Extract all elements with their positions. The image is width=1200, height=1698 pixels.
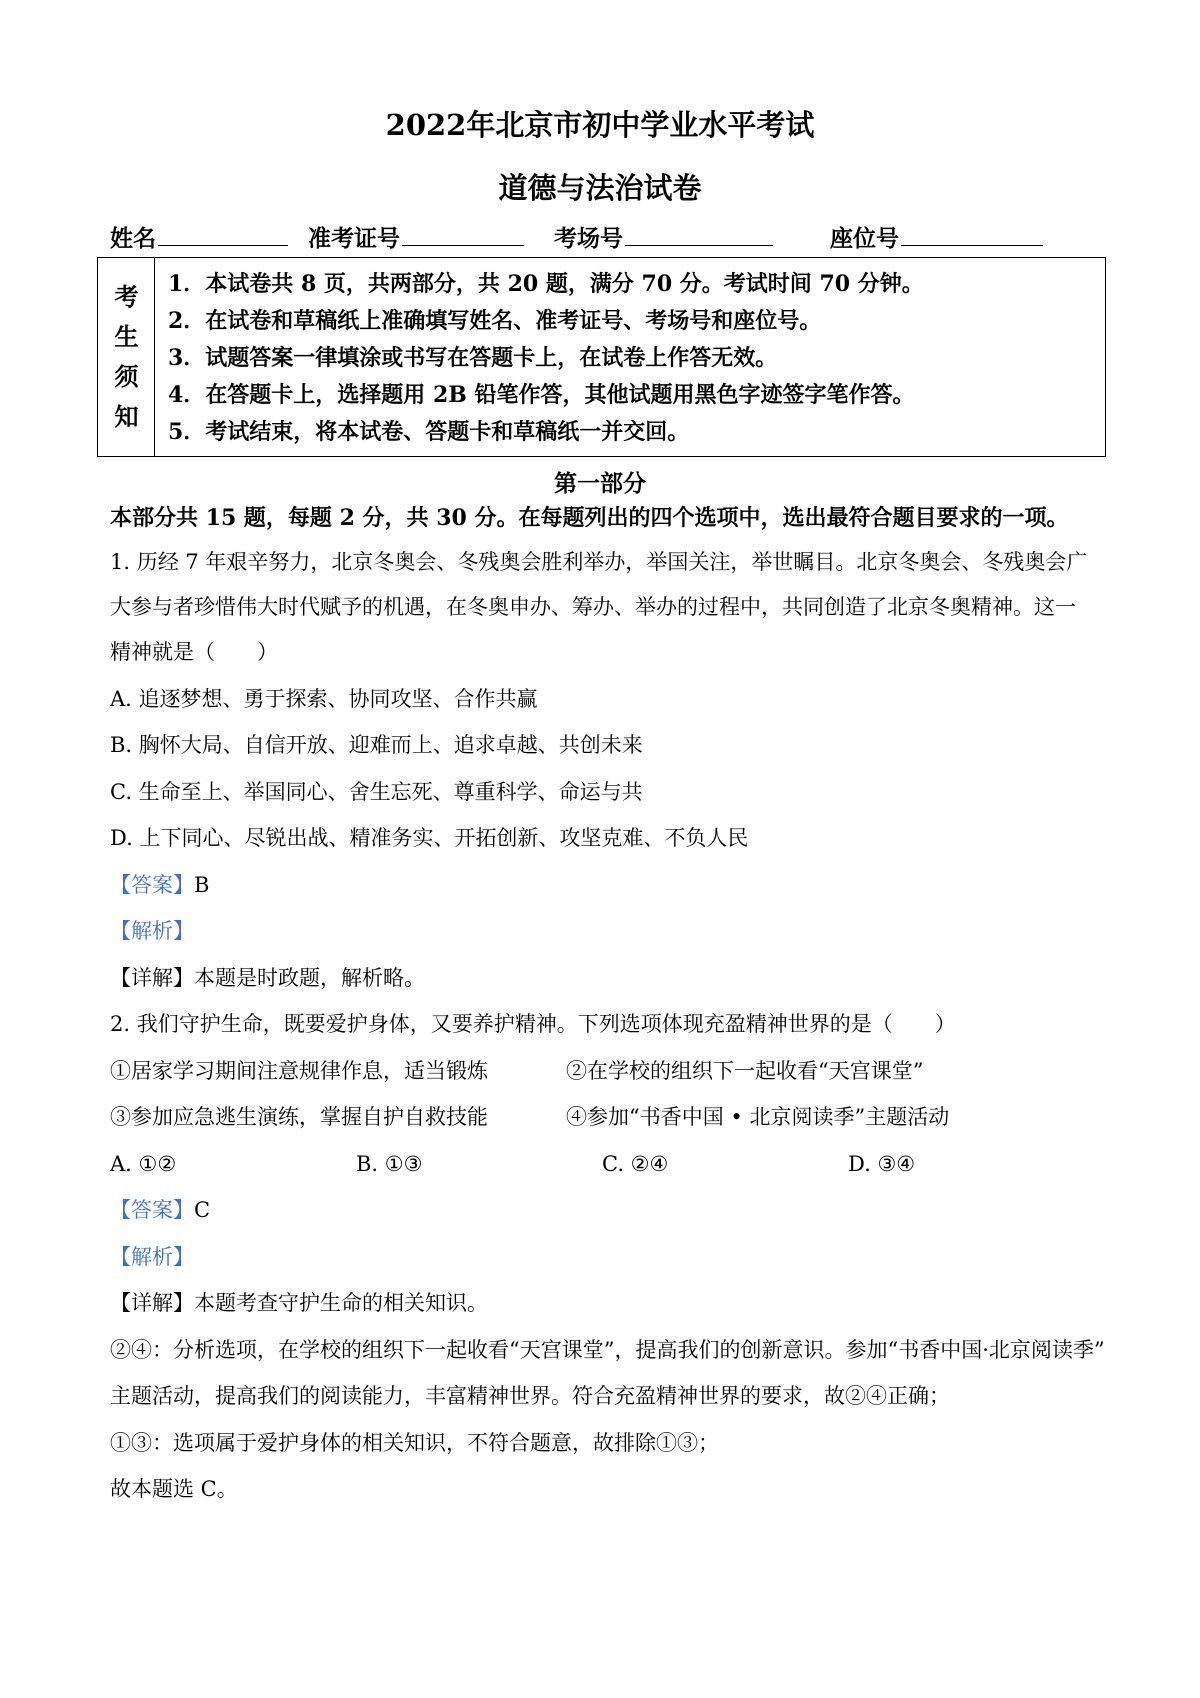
q2-detail-line: 故本题选 C。 (110, 1477, 238, 1501)
notice-item: 2．在试卷和草稿纸上准确填写姓名、准考证号、考场号和座位号。 (168, 308, 822, 334)
notice-label-char: 知 (114, 402, 139, 431)
q1-stem-line: 1. 历经 7 年艰辛努力，北京冬奥会、冬残奥会胜利举办，举国关注，举世瞩目。北京冬奥会、冬残奥会广 (110, 550, 1088, 574)
exam-room-blank[interactable] (625, 221, 773, 246)
notice-item: 1．本试卷共 8 页，共两部分，共 20 题，满分 70 分。考试时间 70 分钟。 (168, 271, 924, 297)
exam-room-label: 考场号 (554, 225, 623, 252)
seat-number-field[interactable] (830, 221, 1043, 256)
name-field[interactable] (110, 221, 288, 256)
q1-option-a: A. 追逐梦想、勇于探索、协同攻坚、合作共赢 (110, 687, 538, 711)
answer-tag: 【答案】 (110, 873, 194, 897)
notice-item: 3．试题答案一律填涂或书写在答题卡上，在试卷上作答无效。 (168, 345, 778, 371)
notice-items (168, 266, 1088, 451)
q2-statement-1: ①居家学习期间注意规律作息，适当锻炼 (110, 1059, 488, 1083)
candidate-notice-box (97, 257, 1106, 457)
notice-label-char: 须 (114, 362, 139, 391)
exam-subtitle: 道德与法治试卷 (498, 171, 702, 205)
notice-label-char: 考 (114, 282, 139, 311)
notice-item: 4．在答题卡上，选择题用 2B 铅笔作答，其他试题用黑色字迹签字笔作答。 (168, 382, 915, 408)
exam-number-label: 准考证号 (308, 225, 400, 252)
q1-answer (110, 869, 209, 901)
exam-number-field[interactable] (308, 221, 524, 256)
q2-option-d: D. ③④ (848, 1152, 916, 1176)
q1-stem-line: 精神就是（ ） (110, 640, 278, 664)
part1-title: 第一部分 (554, 470, 646, 497)
q2-option-a: A. ①② (110, 1152, 177, 1176)
q2-answer (110, 1194, 210, 1226)
q2-answer-value: C (194, 1198, 211, 1222)
name-blank[interactable] (158, 221, 288, 246)
q2-detail-line: 主题活动，提高我们的阅读能力，丰富精神世界。符合充盈精神世界的要求，故②④正确； (110, 1384, 950, 1408)
exam-room-field[interactable] (554, 221, 773, 256)
q2-detail-line: ①③：选项属于爱护身体的相关知识，不符合题意，故排除①③； (110, 1431, 719, 1455)
q2-option-c: C. ②④ (602, 1152, 669, 1176)
q2-detail-line: 【详解】本题考查守护生命的相关知识。 (110, 1291, 488, 1315)
q2-analysis-tag: 【解析】 (110, 1245, 194, 1269)
q1-option-b: B. 胸怀大局、自信开放、迎难而上、追求卓越、共创未来 (110, 733, 643, 757)
q2-detail-line: ②④：分析选项，在学校的组织下一起收看“天宫课堂”，提高我们的创新意识。参加“书香中国·北京阅读季” (110, 1338, 1105, 1362)
q1-analysis-tag: 【解析】 (110, 919, 194, 943)
notice-item: 5．考试结束，将本试卷、答题卡和草稿纸一并交回。 (168, 419, 690, 445)
q2-stem: 2. 我们守护生命，既要爱护身体，又要养护精神。下列选项体现充盈精神世界的是（ ） (110, 1012, 956, 1036)
part1-instruction: 本部分共 15 题，每题 2 分，共 30 分。在每题列出的四个选项中，选出最符合题目要求的一项。 (110, 505, 1069, 531)
q2-option-b: B. ①③ (356, 1152, 423, 1176)
q1-stem-line: 大参与者珍惜伟大时代赋予的机遇，在冬奥申办、筹办、举办的过程中，共同创造了北京冬奥精神。这一 (110, 595, 1076, 619)
seat-number-label: 座位号 (830, 225, 899, 252)
name-label: 姓名 (110, 225, 156, 252)
q1-option-d: D. 上下同心、尽锐出战、精准务实、开拓创新、攻坚克难、不负人民 (110, 826, 749, 850)
candidate-info-row (110, 221, 1100, 255)
q2-statement-4: ④参加“书香中国 • 北京阅读季”主题活动 (566, 1105, 950, 1129)
q2-statement-3: ③参加应急逃生演练，掌握自护自救技能 (110, 1105, 488, 1129)
q2-statement-2: ②在学校的组织下一起收看“天宫课堂” (566, 1059, 924, 1083)
exam-number-blank[interactable] (402, 221, 524, 246)
answer-tag: 【答案】 (110, 1198, 194, 1222)
q1-answer-value: B (194, 873, 210, 897)
notice-label-char: 生 (114, 322, 139, 351)
q1-detail: 【详解】本题是时政题，解析略。 (110, 966, 425, 990)
notice-label-column (98, 258, 155, 456)
q1-option-c: C. 生命至上、举国同心、舍生忘死、尊重科学、命运与共 (110, 780, 643, 804)
seat-number-blank[interactable] (901, 221, 1043, 246)
exam-title: 2022年北京市初中学业水平考试 (385, 108, 815, 142)
